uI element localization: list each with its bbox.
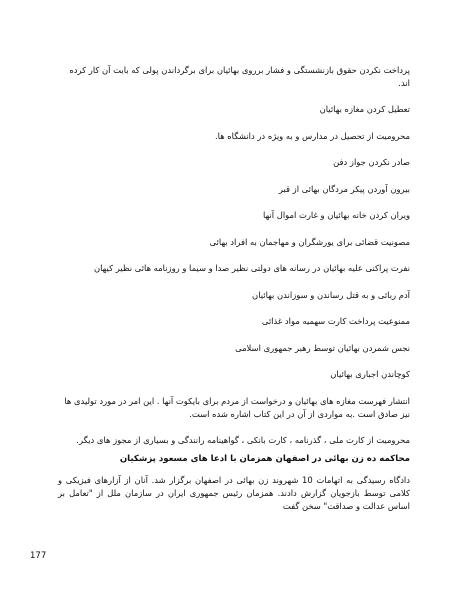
list-item: تعطیل کردن مغازه بهائیان xyxy=(319,104,410,114)
list-item: پرداخت نکردن حقوق بازنشستگی و فشار برروی بهائیان برای برگرداندن پولی که بابت آن کار کرده اند. xyxy=(69,65,410,88)
list-item: ویران کردن خانه بهائیان و غارت اموال آنها xyxy=(263,210,410,220)
list-item: انتشار فهرست مغازه های بهائیان و درخواست از مردم برای بایکوت آنها . این امر در مورد تولیدی ها نیز صادق است .به مواردی از آن در این کتاب اشاره شده است. xyxy=(64,395,410,419)
list-item: نجس شمردن بهائیان توسط رهبر جمهوری اسلامی xyxy=(235,342,410,353)
list-item: محرومیت از کارت ملی ، گذرنامه ، کارت بانکی ، گواهینامه رانندگی و بسیاری از مجوز های دیگر. xyxy=(76,434,410,445)
list-item: بیرون آوردن پیکر مردگان بهائی از قبر xyxy=(278,183,410,194)
restrictions-list xyxy=(58,64,410,460)
section-heading: محاکمه ده زن بهائی در اصفهان همزمان با ادعا های مسعود پزشکیان xyxy=(119,454,410,464)
list-item: محرومیت از تحصیل در مدارس و به ویژه در دانشگاه ها. xyxy=(215,130,410,141)
list-item: مصونیت قضائی برای یورشگران و مهاجمان به افراد بهائی xyxy=(209,236,410,247)
list-item: کوچاندن اجباری بهائیان xyxy=(330,369,410,379)
list-item: نفرت پراکنی علیه بهائیان در رسانه های دولتی نظیر صدا و سیما و روزنامه هائی نظیر کیهان xyxy=(93,263,410,273)
list-item: ممنوعیت پرداخت کارت سهمیه مواد غذائی xyxy=(261,316,410,326)
page-number: 177 xyxy=(30,551,47,561)
list-item: آدم ربائی و به قتل رساندن و سوزاندن بهائیان xyxy=(252,289,410,300)
list-item: صادر نکردن جواز دفن xyxy=(333,157,410,167)
body-paragraph: دادگاه رسیدگی به اتهامات 10 شهروند زن بهائی در اصفهان برگزار شد. آنان از آزارهای فیزیکی و کلامی توسط بازجویان گزارش دادند. همزمان رئیس جمهوری ایران در سازمان ملل از "تعامل بر اساس عدالت و صداقت" سخن گفت xyxy=(58,475,410,511)
